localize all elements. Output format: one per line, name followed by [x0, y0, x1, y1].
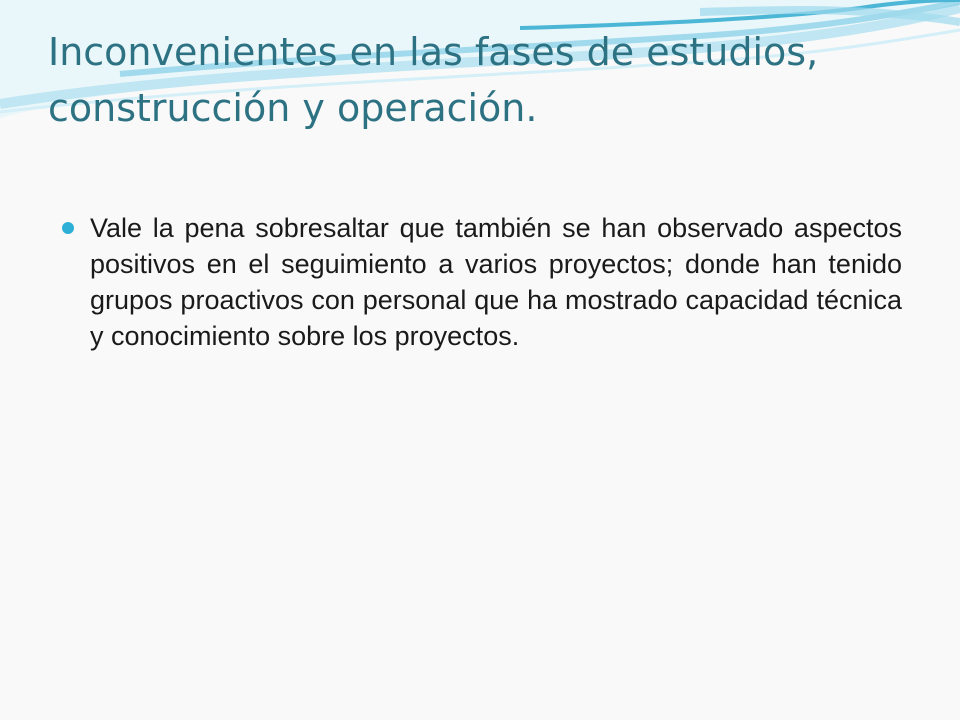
bullet-item [62, 210, 902, 354]
bullet-dot-icon [62, 222, 74, 234]
slide-title-line-1: Inconvenientes en las fases de estudios, [48, 30, 819, 74]
slide-title-line-2: construcción y operación. [48, 86, 538, 130]
bullet-text: Vale la pena sobresaltar que también se han observado aspectos positivos en el seguimiento a varios proyectos; donde han tenido grupos proactivos con personal que ha mostrado capacidad técnica y conocimiento sobre los proyectos. [90, 213, 902, 351]
slide-body [62, 210, 902, 354]
slide-title [48, 24, 928, 136]
